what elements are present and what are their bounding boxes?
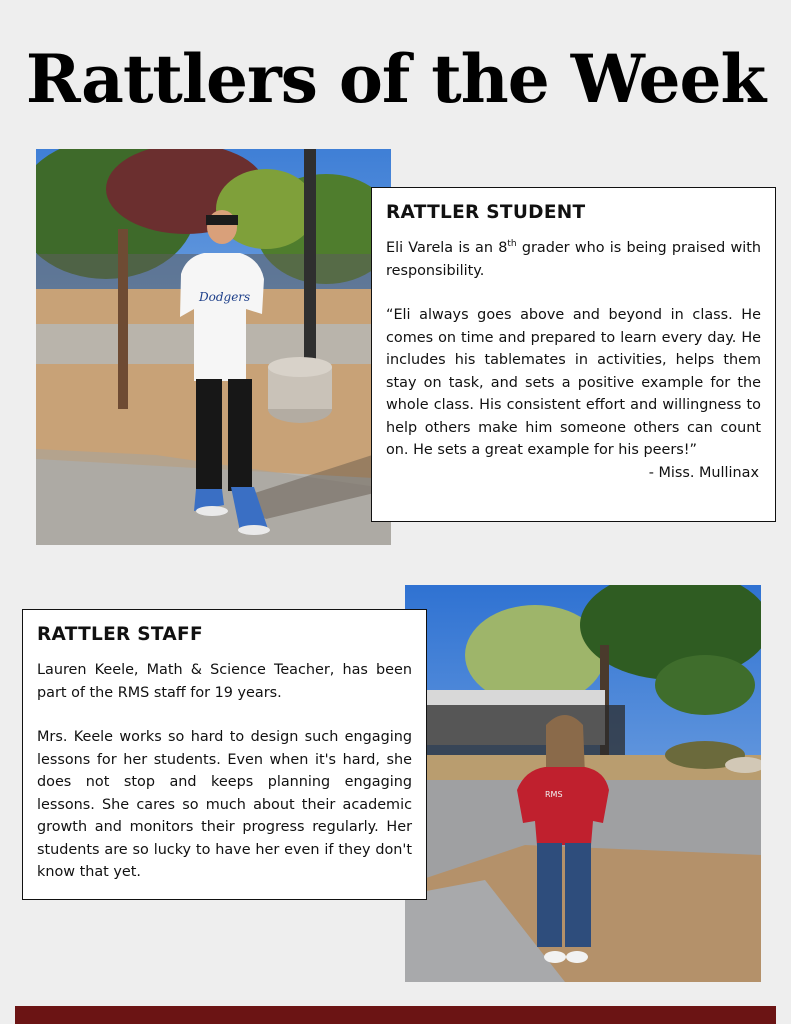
- staff-photo: [405, 585, 761, 982]
- student-intro-suffix: grader who is being praised with responsibility.: [386, 240, 761, 279]
- staff-body: Mrs. Keele works so hard to design such engaging lessons for her students. Even when it's hard, she does not stop and keeps planning engaging lessons. She cares so much about their academic growth and monitors their progress regularly. Her students are so lucky to have her even if they don't know that yet.: [37, 729, 412, 880]
- student-intro-prefix: Eli Varela is an 8: [386, 240, 508, 256]
- student-signature: - Miss. Mullinax: [648, 464, 759, 481]
- student-photo: [36, 149, 391, 545]
- student-intro: [386, 237, 761, 282]
- page-title: Rattlers of the Week: [25, 40, 766, 118]
- staff-heading: RATTLER STAFF: [37, 624, 203, 645]
- staff-intro: Lauren Keele, Math & Science Teacher, has been part of the RMS staff for 19 years.: [37, 662, 412, 701]
- svg-text:Dodgers: Dodgers: [199, 290, 251, 304]
- svg-text:RMS: RMS: [545, 790, 563, 799]
- student-card: [371, 187, 776, 522]
- student-heading: RATTLER STUDENT: [386, 202, 586, 223]
- footer-bar: [15, 1006, 776, 1024]
- student-intro-sup: th: [507, 239, 517, 250]
- staff-card: [22, 609, 427, 900]
- student-quote: “Eli always goes above and beyond in class. He comes on time and prepared to learn every day. He includes his tablemates in activities, helps them stay on task, and sets a positive example for the whole class. His consistent effort and willingness to help others make him someone others can count on. He sets a great example for his peers!”: [386, 307, 761, 458]
